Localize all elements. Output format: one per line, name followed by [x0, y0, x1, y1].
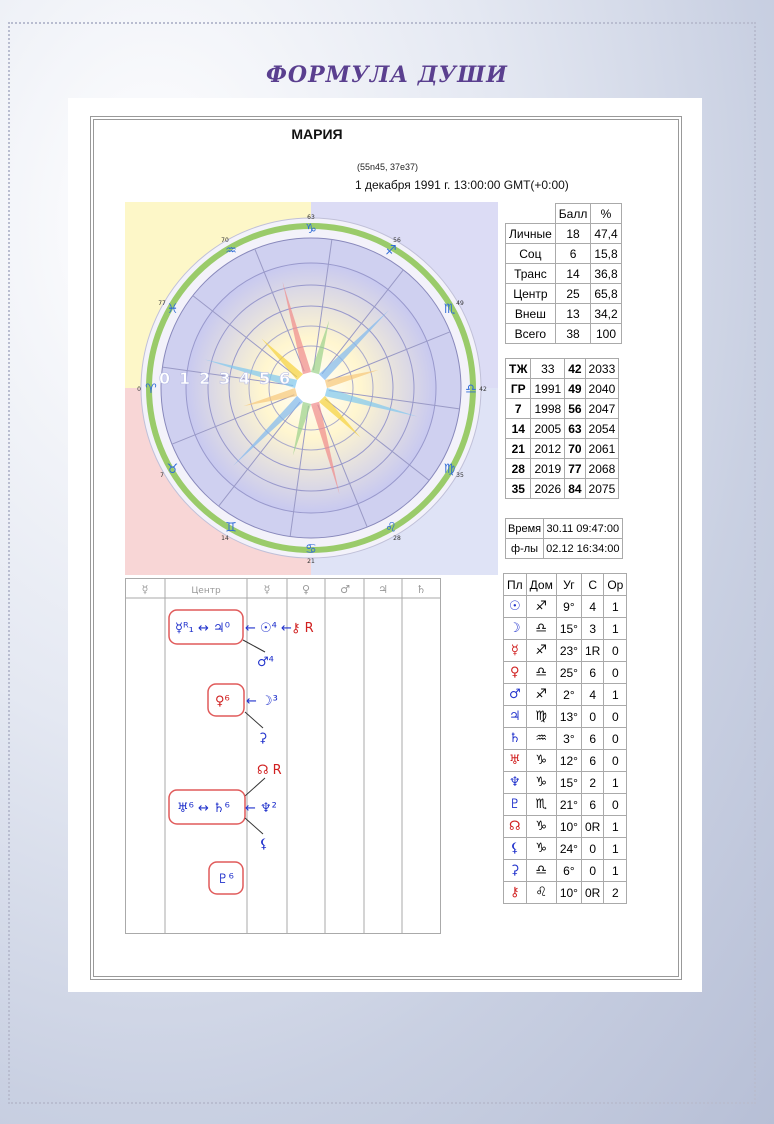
planet-cell: ♐ — [526, 596, 556, 618]
years-cell: 2061 — [585, 439, 619, 459]
planet-cell: 6 — [581, 662, 603, 684]
score-value: 18 — [555, 224, 591, 244]
score-row — [506, 304, 622, 324]
planet-row — [504, 882, 627, 904]
degree-mark: 70 — [221, 237, 229, 245]
planet-cell: 1 — [604, 772, 627, 794]
zodiac-sign-icon: ♈ — [145, 382, 157, 397]
planet-cell: 0 — [581, 706, 603, 728]
planet-row — [504, 706, 627, 728]
times-value: 02.12 16:34:00 — [544, 539, 622, 559]
degree-mark: 7 — [160, 472, 164, 479]
planet-cell: ♐ — [526, 684, 556, 706]
score-row — [506, 284, 622, 304]
planet-row — [504, 816, 627, 838]
degree-mark: 63 — [307, 214, 315, 221]
years-cell: 2047 — [585, 399, 619, 419]
planet-cell: 0 — [604, 750, 627, 772]
years-cell: 2068 — [585, 459, 619, 479]
years-row — [506, 399, 619, 419]
planet-cell: 1 — [604, 860, 627, 882]
planet-row — [504, 860, 627, 882]
planet-cell: ♑ — [526, 816, 556, 838]
formula-chiron: ⚷ R — [291, 621, 314, 636]
planet-cell: 1 — [604, 684, 627, 706]
years-cell: 2033 — [585, 359, 619, 379]
ring-number: 4 — [239, 369, 251, 388]
planet-glyph: ♆ — [504, 772, 527, 794]
planet-cell: 0 — [604, 640, 627, 662]
planet-cell: 0 — [604, 794, 627, 816]
years-cell: 28 — [506, 459, 531, 479]
years-cell: 1998 — [531, 399, 565, 419]
score-value: 38 — [555, 324, 591, 344]
page-heading: ФОРМУЛА ДУШИ — [266, 62, 508, 88]
years-row — [506, 359, 619, 379]
score-percent: 15,8 — [591, 244, 621, 264]
years-row — [506, 459, 619, 479]
times-label: ф-лы — [506, 539, 544, 559]
score-value: 14 — [555, 264, 591, 284]
score-row — [506, 264, 622, 284]
formula-group-3: ♅⁶ ↔ ♄⁶ — [177, 801, 230, 816]
planet-cell: 13° — [556, 706, 581, 728]
planet-cell: 0 — [604, 662, 627, 684]
planet-cell: ♑ — [526, 772, 556, 794]
planet-cell: 6 — [581, 750, 603, 772]
planet-cell: 2 — [581, 772, 603, 794]
planet-glyph: ♂ — [504, 684, 527, 706]
formula-group-2: ♀⁶ — [215, 694, 230, 709]
degree-mark: 0 — [137, 386, 141, 393]
planet-glyph: ☽ — [504, 618, 527, 640]
planet-cell: 0 — [604, 728, 627, 750]
planet-cell: 1 — [604, 596, 627, 618]
formula-group-4: ♇⁶ — [217, 872, 234, 887]
planet-cell: ♐ — [526, 640, 556, 662]
column-header: ☿ — [141, 583, 149, 596]
score-label: Всего — [506, 324, 556, 344]
planet-row — [504, 596, 627, 618]
years-cell: 2005 — [531, 419, 565, 439]
zodiac-sign-icon: ♋ — [305, 542, 317, 557]
ring-number: 6 — [279, 369, 291, 388]
planet-glyph: ♀ — [504, 662, 527, 684]
zodiac-sign-icon: ♏ — [443, 302, 456, 317]
score-row — [506, 244, 622, 264]
planet-cell: 10° — [556, 882, 581, 904]
planet-cell: 12° — [556, 750, 581, 772]
planet-cell: 24° — [556, 838, 581, 860]
years-cell: ТЖ — [506, 359, 531, 379]
planet-glyph: ☊ — [504, 816, 527, 838]
planet-cell: 1 — [604, 618, 627, 640]
years-cell: ГР — [506, 379, 531, 399]
years-row — [506, 479, 619, 499]
planet-cell: 2° — [556, 684, 581, 706]
score-value: 25 — [555, 284, 591, 304]
planet-cell: ♍ — [526, 706, 556, 728]
column-header: ♂ — [340, 583, 350, 596]
years-cell: 63 — [565, 419, 585, 439]
planet-cell: ♑ — [526, 838, 556, 860]
years-row — [506, 439, 619, 459]
zodiac-sign-icon: ♓ — [166, 302, 179, 317]
formula-node: ☊ R — [257, 763, 282, 778]
score-row — [506, 224, 622, 244]
score-percent: 65,8 — [591, 284, 621, 304]
years-row — [506, 379, 619, 399]
planet-cell: 23° — [556, 640, 581, 662]
planet-glyph: ☉ — [504, 596, 527, 618]
years-cell: 84 — [565, 479, 585, 499]
planet-row — [504, 838, 627, 860]
ring-number: 1 — [179, 369, 191, 388]
times-row — [506, 539, 623, 559]
planet-cell: 6 — [581, 794, 603, 816]
planet-cell: 15° — [556, 772, 581, 794]
planet-row — [504, 794, 627, 816]
formula-neptune: ← ♆² — [245, 801, 277, 816]
years-cell: 2054 — [585, 419, 619, 439]
ring-number: 0 — [159, 369, 171, 388]
planet-cell: 4 — [581, 684, 603, 706]
degree-mark: 77 — [158, 300, 166, 307]
soul-formula-grid — [125, 578, 441, 934]
header-cell: Уг — [556, 574, 581, 596]
planet-row — [504, 750, 627, 772]
planet-glyph: ⚷ — [504, 882, 527, 904]
zodiac-sign-icon: ♒ — [225, 243, 237, 259]
years-cell: 2075 — [585, 479, 619, 499]
formula-group-1: ☿ᴿ₁ ↔ ♃⁰ — [175, 621, 230, 636]
column-header: ☿ — [263, 583, 271, 596]
degree-mark: 35 — [456, 472, 464, 479]
score-percent: 47,4 — [591, 224, 621, 244]
zodiac-sign-icon: ♎ — [465, 382, 477, 397]
birth-datetime: 1 декабря 1991 г. 13:00:00 GMT(+0:00) — [355, 178, 569, 192]
score-header-row — [506, 204, 622, 224]
formula-mars: ♂⁴ — [257, 655, 274, 670]
header-cell — [506, 204, 556, 224]
planet-cell: 9° — [556, 596, 581, 618]
birth-coords: (55n45, 37e37) — [357, 162, 419, 172]
times-label: Время — [506, 519, 544, 539]
formula-lilith: ⚸ — [259, 837, 269, 852]
planet-glyph: ⚸ — [504, 838, 527, 860]
zodiac-sign-icon: ♉ — [166, 462, 179, 477]
planet-cell: ♑ — [526, 750, 556, 772]
ring-number: 3 — [219, 369, 231, 388]
planet-cell: 1R — [581, 640, 603, 662]
planet-cell: 4 — [581, 596, 603, 618]
column-header: ♀ — [301, 583, 311, 596]
times-value: 30.11 09:47:00 — [544, 519, 622, 539]
person-name: МАРИЯ — [291, 126, 343, 142]
header-cell: Балл — [555, 204, 591, 224]
years-cell: 21 — [506, 439, 531, 459]
years-table — [505, 358, 619, 499]
header-cell: С — [581, 574, 603, 596]
planets-header-row — [504, 574, 627, 596]
zodiac-sign-icon: ♐ — [385, 243, 397, 259]
degree-mark: 49 — [456, 300, 464, 307]
years-cell: 2019 — [531, 459, 565, 479]
ring-number: 2 — [199, 369, 211, 388]
planet-cell: ♒ — [526, 728, 556, 750]
planet-cell: ♎ — [526, 860, 556, 882]
zodiac-sign-icon: ♊ — [225, 520, 237, 536]
score-label: Центр — [506, 284, 556, 304]
planet-cell: 10° — [556, 816, 581, 838]
degree-mark: 28 — [393, 534, 401, 542]
column-header: Центр — [191, 586, 221, 596]
times-row — [506, 519, 623, 539]
ring-number: 5 — [259, 369, 271, 388]
planet-cell: ♎ — [526, 618, 556, 640]
years-cell: 77 — [565, 459, 585, 479]
score-percent: 100 — [591, 324, 621, 344]
degree-mark: 14 — [221, 534, 229, 542]
planet-cell: 0 — [581, 838, 603, 860]
zodiac-sign-icon: ♌ — [385, 520, 397, 536]
years-cell: 42 — [565, 359, 585, 379]
years-cell: 70 — [565, 439, 585, 459]
planet-cell: 2 — [604, 882, 627, 904]
column-header: ♄ — [416, 583, 426, 596]
planet-cell: 1 — [604, 816, 627, 838]
formula-juno: ⚳ — [258, 731, 268, 746]
planet-row — [504, 684, 627, 706]
years-cell: 2040 — [585, 379, 619, 399]
planet-row — [504, 662, 627, 684]
score-table — [505, 203, 622, 344]
score-label: Личные — [506, 224, 556, 244]
planet-glyph: ♅ — [504, 750, 527, 772]
natal-wheel — [125, 202, 498, 575]
planet-glyph: ♄ — [504, 728, 527, 750]
zodiac-sign-icon: ♑ — [305, 222, 317, 237]
score-row — [506, 324, 622, 344]
score-label: Внеш — [506, 304, 556, 324]
planet-cell: 0 — [581, 860, 603, 882]
formula-moon: ← ☽³ — [246, 694, 278, 709]
score-percent: 34,2 — [591, 304, 621, 324]
score-label: Соц — [506, 244, 556, 264]
score-label: Транс — [506, 264, 556, 284]
times-table — [505, 518, 623, 559]
planet-cell: 3° — [556, 728, 581, 750]
score-percent: 36,8 — [591, 264, 621, 284]
planet-cell: 25° — [556, 662, 581, 684]
planet-cell: 6° — [556, 860, 581, 882]
years-cell: 35 — [506, 479, 531, 499]
planet-cell: ♎ — [526, 662, 556, 684]
years-cell: 2012 — [531, 439, 565, 459]
planet-cell: ♌ — [526, 882, 556, 904]
score-value: 6 — [555, 244, 591, 264]
formula-chain: ← ☉⁴ ← — [245, 621, 292, 636]
planet-row — [504, 728, 627, 750]
score-value: 13 — [555, 304, 591, 324]
zodiac-sign-icon: ♍ — [443, 462, 456, 477]
years-cell: 33 — [531, 359, 565, 379]
planet-cell: 6 — [581, 728, 603, 750]
planet-row — [504, 640, 627, 662]
planet-row — [504, 618, 627, 640]
years-cell: 1991 — [531, 379, 565, 399]
years-cell: 14 — [506, 419, 531, 439]
planet-cell: 15° — [556, 618, 581, 640]
degree-mark: 42 — [479, 386, 487, 393]
header-cell: % — [591, 204, 621, 224]
header-cell: Дом — [526, 574, 556, 596]
degree-mark: 56 — [393, 237, 401, 245]
column-header: ♃ — [378, 583, 388, 596]
planet-cell: 0R — [581, 816, 603, 838]
planet-cell: 3 — [581, 618, 603, 640]
planet-cell: ♏ — [526, 794, 556, 816]
planet-cell: 0 — [604, 706, 627, 728]
planet-glyph: ☿ — [504, 640, 527, 662]
years-cell: 2026 — [531, 479, 565, 499]
degree-mark: 21 — [307, 558, 315, 565]
years-row — [506, 419, 619, 439]
planets-table — [503, 573, 627, 904]
planet-glyph: ⚳ — [504, 860, 527, 882]
planet-cell: 21° — [556, 794, 581, 816]
header-cell: Пл — [504, 574, 527, 596]
planet-glyph: ♇ — [504, 794, 527, 816]
planet-cell: 1 — [604, 838, 627, 860]
years-cell: 49 — [565, 379, 585, 399]
years-cell: 56 — [565, 399, 585, 419]
header-cell: Ор — [604, 574, 627, 596]
planet-cell: 0R — [581, 882, 603, 904]
planet-row — [504, 772, 627, 794]
years-cell: 7 — [506, 399, 531, 419]
planet-glyph: ♃ — [504, 706, 527, 728]
